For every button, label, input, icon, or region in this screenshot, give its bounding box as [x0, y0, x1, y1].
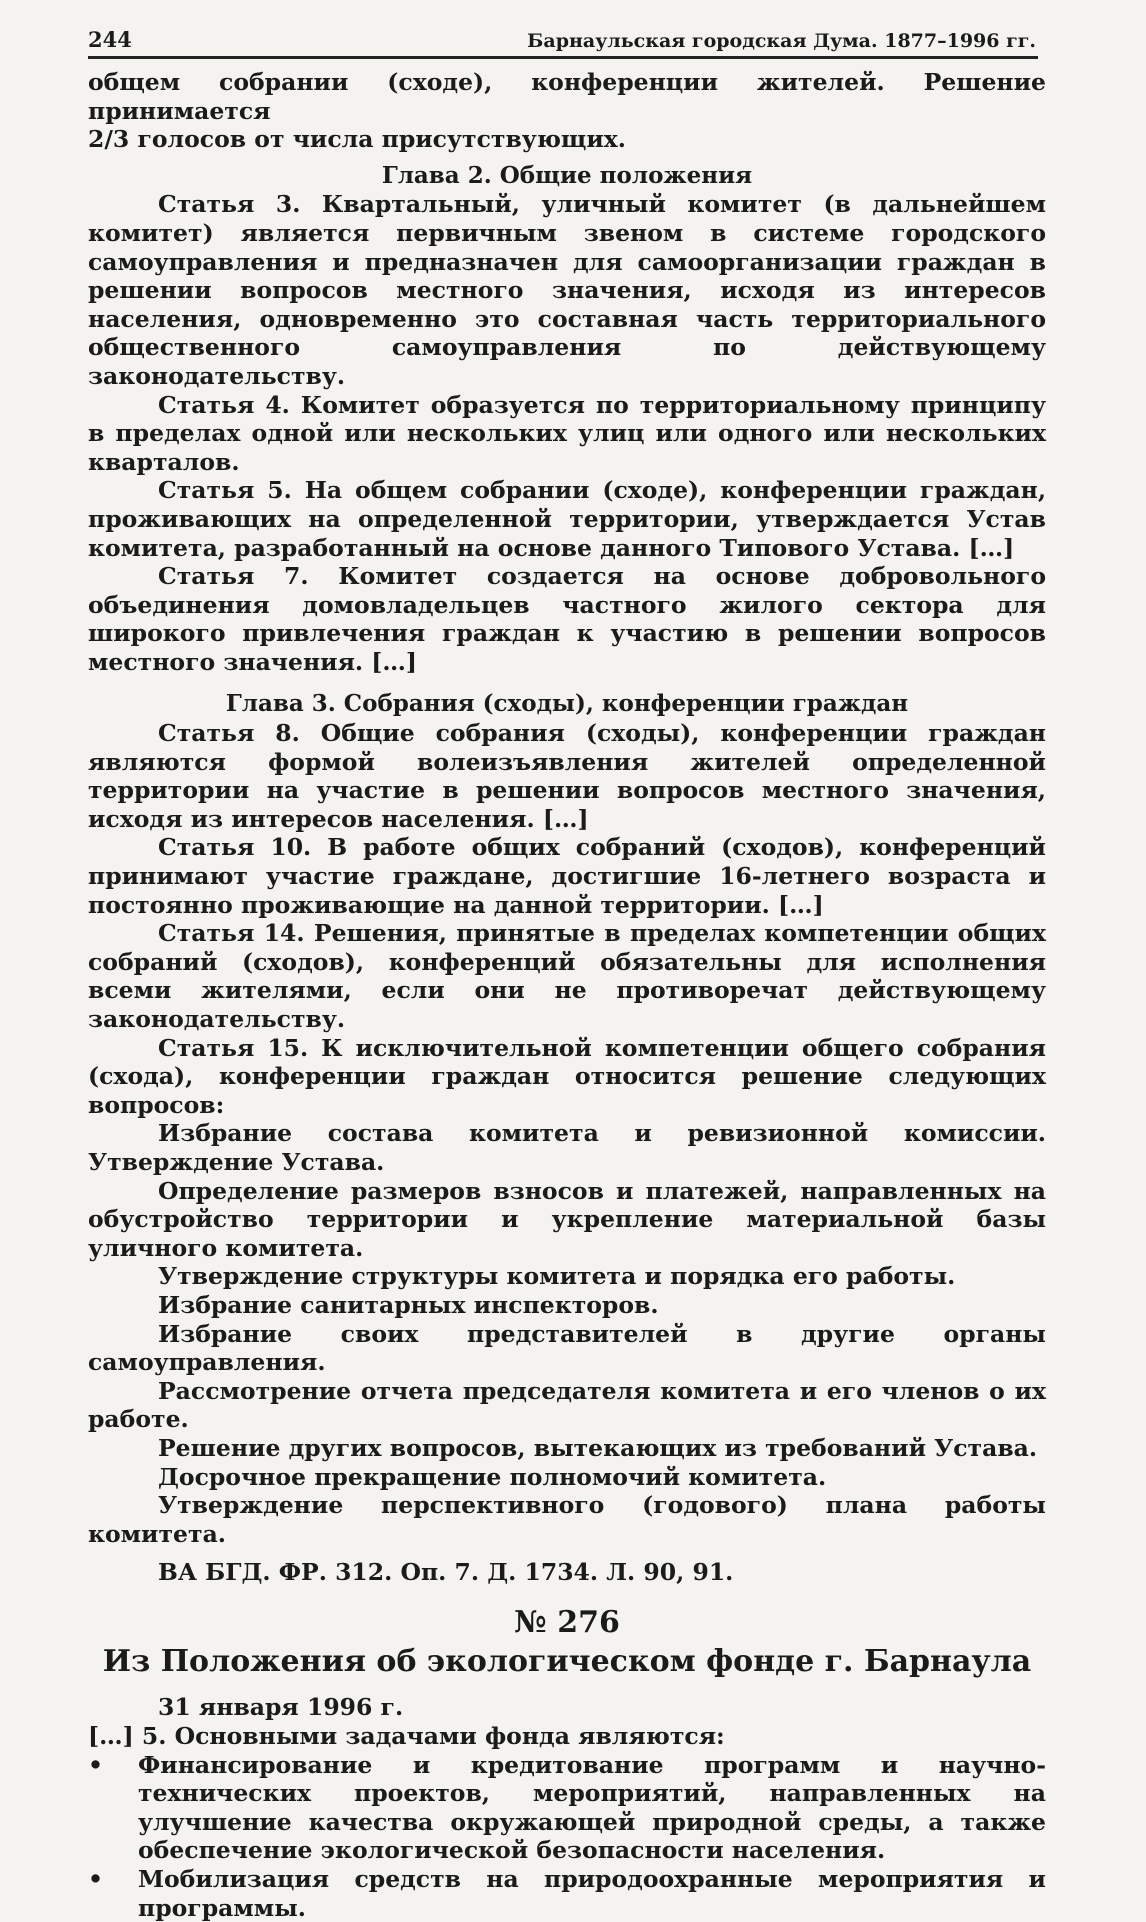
- running-header: [88, 20, 1038, 59]
- article-15: Статья 15. К исключительной компетенции общего собрания (схода), конференции граждан относится решение следующих вопросов:: [88, 1033, 1046, 1119]
- article-8: Статья 8. Общие собрания (сходы), конференции граждан являются формой волеизъявления жителей определенной территории на участие в решении вопросов местного значения, исходя из интересов населения. […]: [88, 719, 1046, 833]
- bullet-item: [88, 1751, 1046, 1865]
- document-title: Из Положения об экологическом фонде г. Барнаула: [102, 1644, 1032, 1680]
- bullet-icon: •: [88, 1750, 104, 1779]
- intro-line: общем собрании (сходе), конференции жителей. Решение принимается: [88, 68, 1046, 125]
- competence-item: Избрание санитарных инспекторов.: [158, 1290, 659, 1319]
- bullet-icon: •: [88, 1865, 104, 1894]
- competence-item: Определение размеров взносов и платежей, направленных на обустройство территории и укрепление материальной базы уличного комитета.: [88, 1176, 1046, 1262]
- document-number: № 276: [514, 1604, 620, 1640]
- article-10: Статья 10. В работе общих собраний (сходов), конференций принимают участие граждане, достигшие 16-летнего возраста и постоянно проживающие на данной территории. […]: [88, 833, 1046, 919]
- competence-item: Досрочное прекращение полномочий комитета.: [158, 1462, 827, 1491]
- competence-item: Утверждение структуры комитета и порядка его работы.: [158, 1262, 956, 1291]
- article-14: Статья 14. Решения, принятые в пределах компетенции общих собраний (сходов), конференций обязательны для исполнения всеми жителями, если они не противоречат действующему законодательству.: [88, 919, 1046, 1033]
- page-body: [88, 68, 1046, 1922]
- chapter-3-heading: Глава 3. Собрания (сходы), конференции граждан: [225, 690, 909, 718]
- bullet-text: Финансирование и кредитование программ и научно-технических проектов, мероприятий, направленных на улучшение качества окружающей природной среды, а также обеспечение экологической безопасности населения.: [138, 1750, 1046, 1865]
- competence-item: Решение других вопросов, вытекающих из требований Устава.: [158, 1433, 1038, 1462]
- article-4: Статья 4. Комитет образуется по территориальному принципу в пределах одной или нескольких улиц или одного или нескольких кварталов.: [88, 390, 1046, 476]
- tasks-intro: […] 5. Основными задачами фонда являются:: [88, 1722, 725, 1751]
- archive-source: ВА БГД. ФР. 312. Оп. 7. Д. 1734. Л. 90, 91.: [158, 1558, 734, 1587]
- bullet-text: Мобилизация средств на природоохранные мероприятия и программы.: [138, 1865, 1046, 1922]
- article-7: Статья 7. Комитет создается на основе добровольного объединения домовладельцев частного жилого сектора для широкого привлечения граждан к участию в решении вопросов местного значения. […]: [88, 562, 1046, 676]
- competence-item: Рассмотрение отчета председателя комитета и его членов о их работе.: [88, 1376, 1046, 1434]
- running-title: Барнаульская городская Дума. 1877–1996 гг.: [527, 30, 1036, 52]
- page-number: 244: [88, 27, 132, 52]
- article-5: Статья 5. На общем собрании (сходе), конференции граждан, проживающих на определенной территории, утверждается Устав комитета, разработанный на основе данного Типового Устава. […]: [88, 476, 1046, 562]
- bullet-item: [88, 1865, 1046, 1922]
- article-3: Статья 3. Квартальный, уличный комитет (в дальнейшем комитет) является первичным звеном в системе городского самоуправления и предназначен для самоорганизации граждан в решении вопросов местного значения, исходя из интересов населения, одновременно это составная часть территориального общественного самоуправления по действующему законодательству.: [88, 190, 1046, 390]
- chapter-2-heading: Глава 2. Общие положения: [381, 161, 753, 189]
- intro-line: 2/3 голосов от числа присутствующих.: [88, 125, 626, 154]
- competence-item: Избрание своих представителей в другие органы самоуправления.: [88, 1319, 1046, 1377]
- competence-item: Избрание состава комитета и ревизионной комиссии. Утверждение Устава.: [88, 1119, 1046, 1176]
- competence-item: Утверждение перспективного (годового) плана работы комитета.: [88, 1491, 1046, 1548]
- document-date: 31 января 1996 г.: [158, 1693, 404, 1722]
